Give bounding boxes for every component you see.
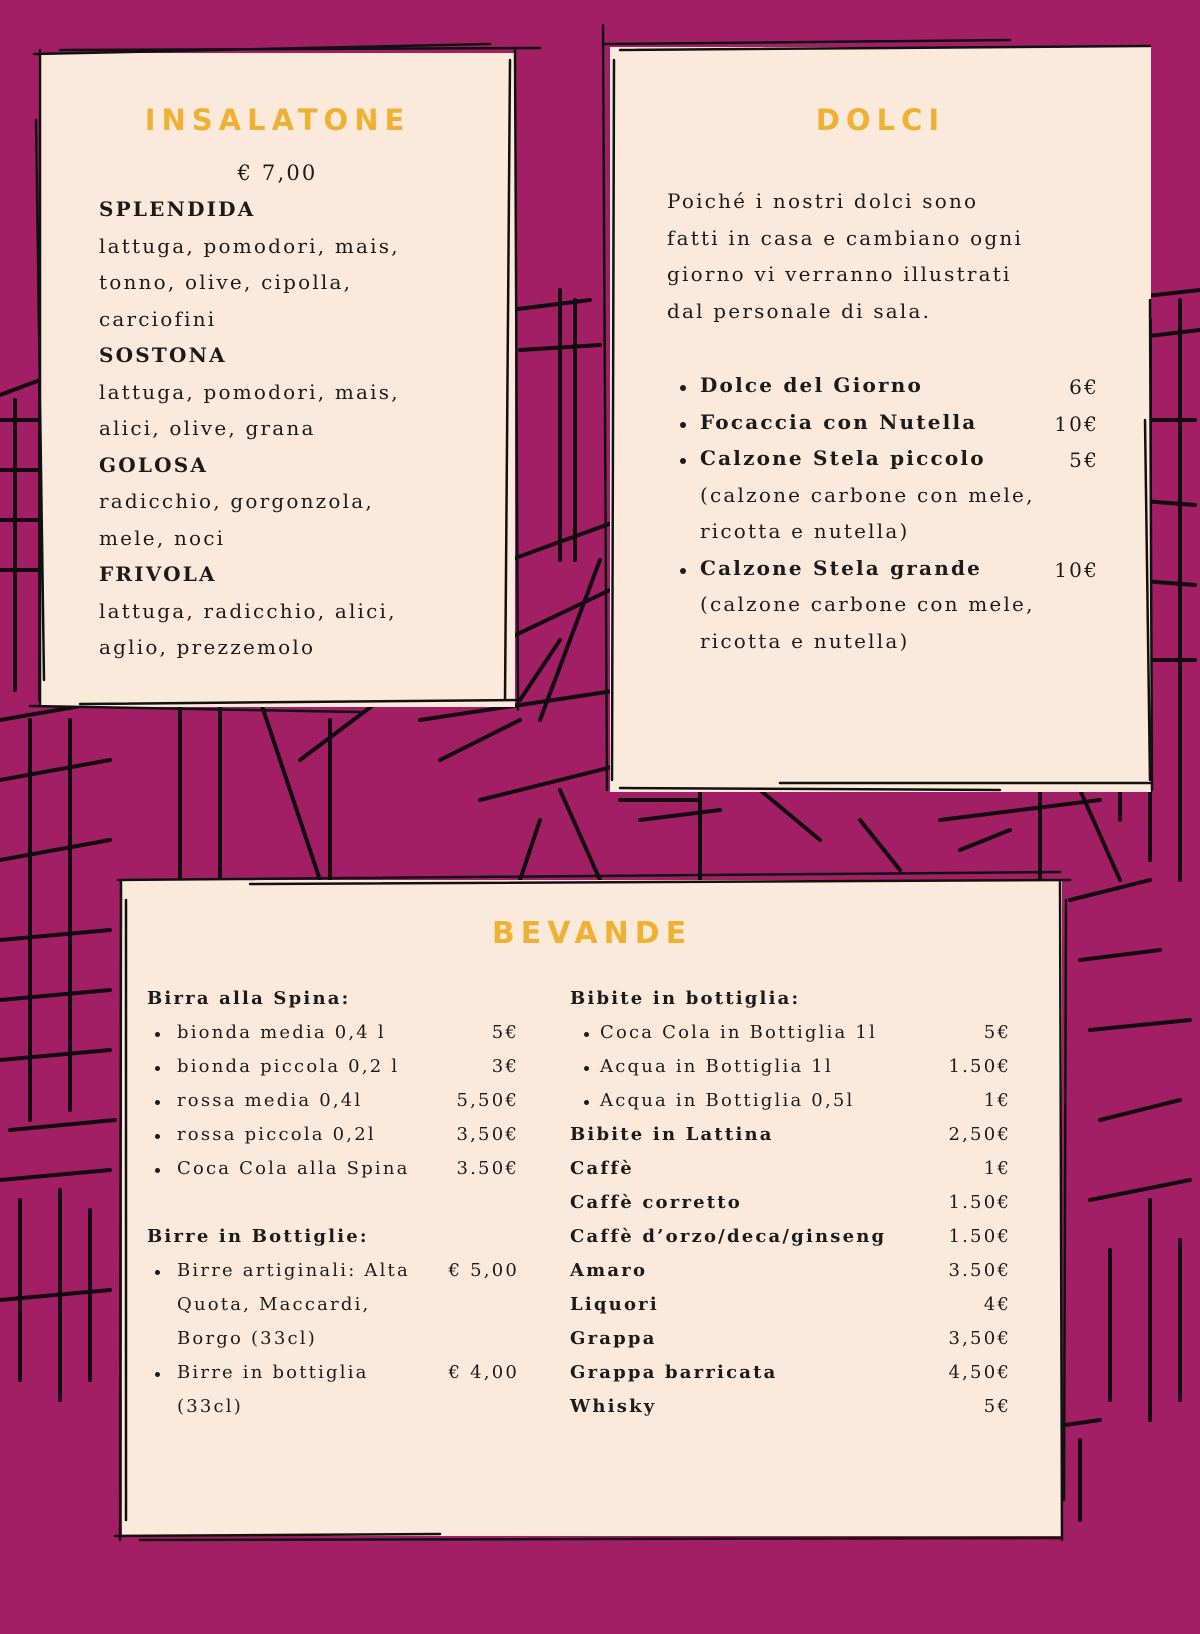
- bibite-bottiglia-price: 1€: [983, 1090, 1011, 1111]
- bullet-dot: [584, 1100, 589, 1105]
- salad-ingredients: mele, noci: [99, 525, 226, 550]
- insalatone-title: INSALATONE: [144, 103, 411, 137]
- bevande-title: BEVANDE: [491, 916, 693, 951]
- salad-ingredients: carciofini: [99, 306, 217, 331]
- birra-spina-heading: Birra alla Spina:: [147, 988, 351, 1009]
- birra-spina-price: 5,50€: [456, 1090, 519, 1111]
- drink-item: Whisky: [570, 1396, 657, 1417]
- drink-price: 2,50€: [948, 1124, 1011, 1145]
- bevande-card: [122, 880, 1062, 1536]
- salad-ingredients: lattuga, pomodori, mais,: [99, 233, 400, 258]
- birra-spina-price: 5€: [491, 1022, 519, 1043]
- drink-price: 1.50€: [948, 1192, 1011, 1213]
- salad-name: SPLENDIDA: [99, 197, 256, 221]
- dolce-price: 5€: [1069, 448, 1099, 472]
- drink-price: 5€: [983, 1396, 1011, 1417]
- birra-spina-price: 3.50€: [456, 1158, 519, 1179]
- bullet-dot: [680, 458, 686, 464]
- drink-price: 4,50€: [948, 1362, 1011, 1383]
- salad-ingredients: tonno, olive, cipolla,: [99, 270, 353, 294]
- drink-price: 3,50€: [948, 1328, 1011, 1349]
- bullet-dot: [155, 1372, 160, 1377]
- bullet-dot: [680, 422, 686, 428]
- salad-name: GOLOSA: [99, 452, 209, 477]
- bibite-bottiglia-item: Acqua in Bottiglia 0,5l: [600, 1090, 855, 1111]
- birra-spina-item: Coca Cola alla Spina: [177, 1158, 410, 1179]
- bibite-bottiglia-heading: Bibite in bottiglia:: [570, 988, 801, 1009]
- bullet-dot: [155, 1134, 160, 1139]
- birra-spina-item: bionda piccola 0,2 l: [177, 1056, 400, 1077]
- dolce-name: Calzone Stela piccolo: [700, 446, 986, 470]
- birre-bottiglie-price: € 5,00: [448, 1260, 519, 1281]
- drink-item: Caffè: [570, 1158, 634, 1179]
- dolci-intro-line: dal personale di sala.: [667, 298, 932, 323]
- birra-spina-price: 3,50€: [456, 1124, 519, 1145]
- dolce-description: (calzone carbone con mele,: [700, 592, 1035, 616]
- salad-name: SOSTONA: [99, 343, 227, 367]
- dolci-intro-line: giorno vi verranno illustrati: [667, 262, 1012, 286]
- salad-name: FRIVOLA: [99, 562, 217, 586]
- bullet-dot: [155, 1270, 160, 1275]
- dolce-name: Focaccia con Nutella: [700, 409, 978, 434]
- drink-item: Bibite in Lattina: [570, 1124, 774, 1145]
- bibite-bottiglia-item: Coca Cola in Bottiglia 1l: [600, 1022, 878, 1043]
- bullet-dot: [680, 385, 686, 391]
- dolci-title: DOLCI: [815, 103, 946, 137]
- birre-bottiglie-item: (33cl): [177, 1396, 243, 1417]
- dolce-price: 10€: [1054, 411, 1099, 436]
- bullet-dot: [680, 568, 686, 574]
- birre-bottiglie-item: Quota, Maccardi,: [177, 1294, 371, 1315]
- drink-price: 1€: [983, 1158, 1011, 1179]
- salad-ingredients: lattuga, pomodori, mais,: [99, 379, 400, 404]
- birre-bottiglie-item: Birre artiginali: Alta: [177, 1260, 410, 1281]
- dolce-name: Dolce del Giorno: [700, 373, 924, 397]
- birra-spina-item: bionda media 0,4 l: [177, 1022, 386, 1043]
- dolce-description: ricotta e nutella): [700, 628, 910, 653]
- dolce-name: Calzone Stela grande: [700, 555, 983, 580]
- bibite-bottiglia-price: 5€: [983, 1022, 1011, 1043]
- drink-price: 4€: [983, 1294, 1011, 1315]
- dolce-price: 10€: [1054, 557, 1099, 582]
- birre-bottiglie-item: Borgo (33cl): [177, 1328, 317, 1349]
- dolce-description: ricotta e nutella): [700, 519, 910, 543]
- drink-item: Liquori: [570, 1294, 659, 1315]
- bullet-dot: [584, 1032, 589, 1037]
- bibite-bottiglia-item: Acqua in Bottiglia 1l: [600, 1056, 833, 1077]
- dolci-card: [610, 47, 1151, 792]
- birre-bottiglie-heading: Birre in Bottiglie:: [147, 1226, 369, 1247]
- dolci-intro-line: Poiché i nostri dolci sono: [667, 189, 979, 213]
- bullet-dot: [155, 1066, 160, 1071]
- insalatone-card: [40, 53, 515, 707]
- bullet-dot: [155, 1168, 160, 1173]
- dolci-intro-line: fatti in casa e cambiano ogni: [667, 225, 1024, 250]
- birra-spina-price: 3€: [491, 1056, 519, 1077]
- drink-item: Grappa: [570, 1328, 657, 1349]
- drink-item: Grappa barricata: [570, 1362, 778, 1383]
- drink-item: Amaro: [570, 1260, 648, 1281]
- birre-bottiglie-price: € 4,00: [448, 1362, 519, 1383]
- salad-ingredients: lattuga, radicchio, alici,: [99, 598, 397, 623]
- birre-bottiglie-item: Birre in bottiglia: [177, 1362, 369, 1383]
- drink-item: Caffè corretto: [570, 1192, 743, 1213]
- dolce-price: 6€: [1069, 375, 1099, 399]
- dolce-description: (calzone carbone con mele,: [700, 482, 1035, 507]
- bibite-bottiglia-price: 1.50€: [948, 1056, 1011, 1077]
- salad-ingredients: alici, olive, grana: [99, 416, 316, 440]
- drink-price: 3.50€: [948, 1260, 1011, 1281]
- bullet-dot: [155, 1032, 160, 1037]
- salad-ingredients: radicchio, gorgonzola,: [99, 489, 374, 513]
- insalatone-price: € 7,00: [237, 161, 318, 185]
- drink-price: 1.50€: [948, 1226, 1011, 1247]
- salad-ingredients: aglio, prezzemolo: [99, 635, 316, 659]
- drink-item: Caffè d’orzo/deca/ginseng: [570, 1226, 887, 1247]
- birra-spina-item: rossa piccola 0,2l: [177, 1124, 376, 1145]
- bullet-dot: [584, 1066, 589, 1071]
- birra-spina-item: rossa media 0,4l: [177, 1090, 363, 1111]
- bullet-dot: [155, 1100, 160, 1105]
